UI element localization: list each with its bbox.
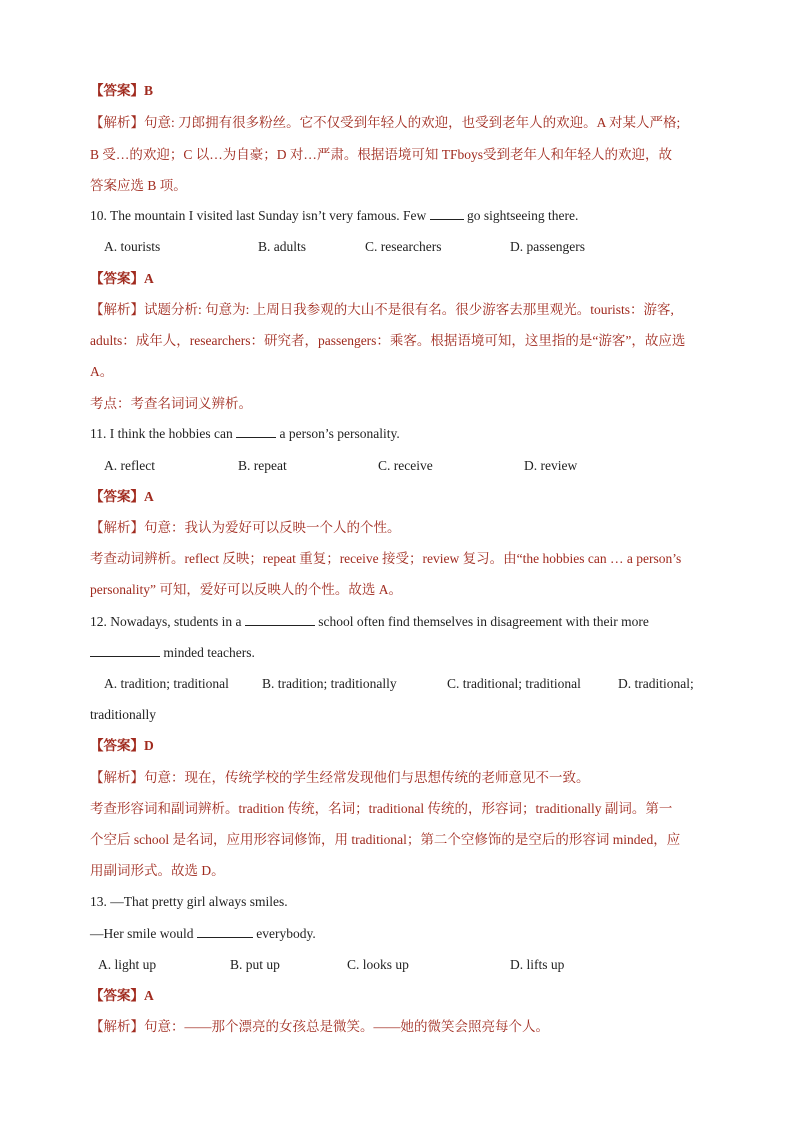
q10-kaodian: 考点：考查名词词义辨析。 xyxy=(90,396,252,411)
q13-option-d: D. lifts up xyxy=(510,957,565,972)
q13-option-a: A. light up xyxy=(98,957,157,972)
q10-blank xyxy=(430,207,464,220)
q11-answer: 【答案】A xyxy=(90,489,154,504)
q9-analysis-line-3: 答案应选 B 项。 xyxy=(90,178,187,193)
q10-stem-end: go sightseeing there. xyxy=(466,208,579,223)
q12-stem-end: minded teachers. xyxy=(163,645,255,660)
q11-option-d: D. review xyxy=(524,458,578,473)
q12-answer: 【答案】D xyxy=(90,738,154,753)
q10-stem-start: 10. The mountain I visited last Sunday isn’t very famous. Few xyxy=(90,208,427,223)
q12-option-b: B. tradition; traditionally xyxy=(262,676,397,691)
q13-answer: 【答案】A xyxy=(90,988,154,1003)
q13-stem-line-2 xyxy=(90,924,316,944)
q13-stem-line-1: 13. —That pretty girl always smiles. xyxy=(90,894,288,909)
q12-analysis-line-4: 用副词形式。故选 D。 xyxy=(90,863,225,878)
q10-answer: 【答案】A xyxy=(90,271,154,286)
q13-blank xyxy=(197,925,253,938)
q11-stem-start: 11. I think the hobbies can xyxy=(90,426,233,441)
q13-analysis-line-1: 【解析】句意：——那个漂亮的女孩总是微笑。——她的微笑会照亮每个人。 xyxy=(90,1019,549,1034)
q12-stem-start: 12. Nowadays, students in a xyxy=(90,614,242,629)
q12-blank-2 xyxy=(90,644,160,657)
q12-blank-1 xyxy=(245,613,315,626)
q12-analysis-line-1: 【解析】句意：现在，传统学校的学生经常发现他们与思想传统的老师意见不一致。 xyxy=(90,770,590,785)
q11-analysis-line-2: 考查动词辨析。reflect 反映；repeat 重复；receive 接受；review 复习。由“the hobbies can … a person’s xyxy=(90,551,682,566)
q13-option-b: B. put up xyxy=(230,957,280,972)
q9-analysis-line-2: B 受…的欢迎；C 以…为自豪；D 对…严肃。根据语境可知 TFboys受到老年人和年轻人的欢迎，故 xyxy=(90,147,673,162)
q12-option-d-wrap: traditionally xyxy=(90,707,156,722)
q12-analysis-line-3: 个空后 school 是名词，应用形容词修饰，用 traditional；第二个空修饰的是空后的形容词 minded，应 xyxy=(90,832,681,847)
q11-option-c: C. receive xyxy=(378,458,433,473)
q10-stem xyxy=(90,206,578,226)
q10-analysis-line-1: 【解析】试题分析: 句意为: 上周日我参观的大山不是很有名。很少游客去那里观光。tourists：游客, xyxy=(90,302,674,317)
q10-option-d: D. passengers xyxy=(510,239,585,254)
q13-option-c: C. looks up xyxy=(347,957,409,972)
q12-option-d: D. traditional; xyxy=(618,676,694,691)
q11-stem xyxy=(90,424,400,444)
q10-option-c: C. researchers xyxy=(365,239,442,254)
q12-option-a: A. tradition; traditional xyxy=(104,676,229,691)
q12-stem-line-2 xyxy=(90,643,255,663)
q11-blank xyxy=(236,425,276,438)
q12-stem-line-1 xyxy=(90,612,649,632)
q11-analysis-line-1: 【解析】句意：我认为爱好可以反映一个人的个性。 xyxy=(90,520,401,535)
q10-analysis-line-2: adults：成年人，researchers：研究者，passengers：乘客。根据语境可知，这里指的是“游客”，故应选 xyxy=(90,333,686,348)
q10-option-b: B. adults xyxy=(258,239,307,254)
q11-option-a: A. reflect xyxy=(104,458,155,473)
q13-stem-start: —Her smile would xyxy=(90,926,194,941)
q12-analysis-line-2: 考查形容词和副词辨析。tradition 传统，名词；traditional 传统的，形容词；traditionally 副词。第一 xyxy=(90,801,673,816)
q10-analysis-line-3: A。 xyxy=(90,364,114,379)
q12-stem-mid: school often find themselves in disagreement with their more xyxy=(318,614,649,629)
q10-option-a: A. tourists xyxy=(104,239,161,254)
q11-option-b: B. repeat xyxy=(238,458,287,473)
q12-option-c: C. traditional; traditional xyxy=(447,676,581,691)
q13-stem-end: everybody. xyxy=(256,926,316,941)
q11-analysis-line-3: personality” 可知，爱好可以反映人的个性。故选 A。 xyxy=(90,582,402,597)
q11-stem-end: a person’s personality. xyxy=(279,426,400,441)
q9-answer: 【答案】B xyxy=(90,83,154,98)
q9-analysis-line-1: 【解析】句意: 刀郎拥有很多粉丝。它不仅受到年轻人的欢迎，也受到老年人的欢迎。A 对某人严格; xyxy=(90,115,681,130)
